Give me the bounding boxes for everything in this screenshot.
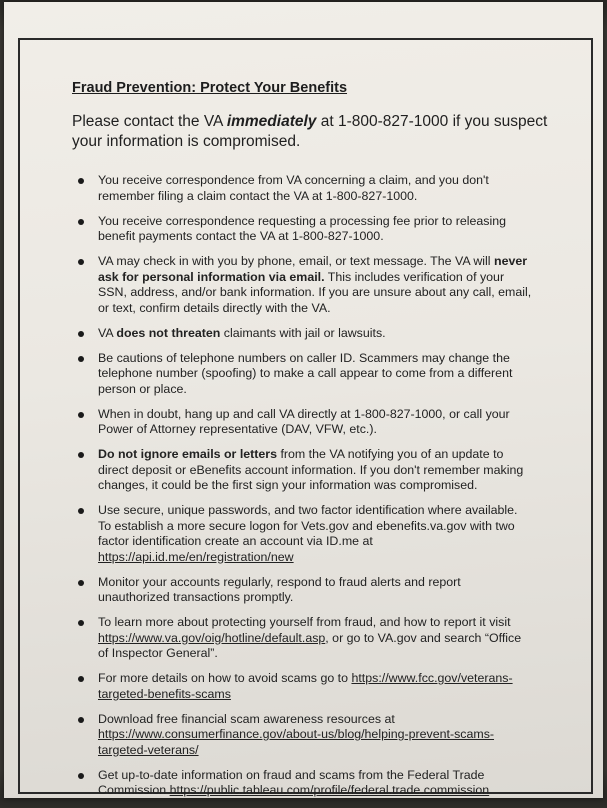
va-oig-hotline-link[interactable]: https://www.va.gov/oig/hotline/default.asp xyxy=(98,630,326,645)
bullet-icon xyxy=(78,508,84,514)
list-item-text: This includes verification of your SSN, address, and/or bank information. If you are unsure about any call, email, or text, confirm details directly with the VA. xyxy=(98,269,532,315)
list-item xyxy=(72,575,532,606)
list-item-text: When in doubt, hang up and call VA directly at 1-800-827-1000, or call your Power of Attorney representative (DAV, VFW, etc.). xyxy=(98,406,510,436)
list-item xyxy=(72,407,532,438)
list-item-text: claimants with jail or lawsuits. xyxy=(220,325,386,340)
list-item-text: Monitor your accounts regularly, respond to fraud alerts and report unauthorized transactions promptly. xyxy=(98,574,461,604)
list-item-text: Get up-to-date information on fraud and scams from the Federal Trade Commission xyxy=(98,767,485,797)
cfpb-resources-link[interactable]: https://www.consumerfinance.gov/about-us/blog/helping-prevent-scams-targeted-veterans/ xyxy=(98,727,495,757)
list-item-text: from the VA notifying you of an update to direct deposit or eBenefits account information. If you don't remember making changes, it could be the first sign your information was compromised. xyxy=(98,447,524,492)
list-item-text: Be cautions of telephone numbers on caller ID. Scammers may change the telephone number (spoofing) to make a call appear to come from a different person or place. xyxy=(98,350,513,396)
list-item xyxy=(72,671,532,702)
fcc-scams-link[interactable]: https://www.fcc.gov/veterans-targeted-benefits-scams xyxy=(98,671,513,701)
bullet-icon xyxy=(78,773,84,779)
idme-link[interactable]: https://api.id.me/en/registration/new xyxy=(98,549,294,564)
list-item-bold-text: never ask for personal information via email. xyxy=(98,254,528,284)
bullet-icon xyxy=(78,412,84,418)
intro-text-end: at 1-800-827-1000 if you suspect your information is compromised. xyxy=(72,113,548,150)
bullet-icon xyxy=(78,219,84,225)
list-item xyxy=(72,326,532,342)
list-item-text: You receive correspondence requesting a processing fee prior to releasing benefit payments contact the VA at 1-800-827-1000. xyxy=(98,213,506,243)
bullet-icon xyxy=(78,356,84,362)
list-item xyxy=(72,351,532,398)
list-item-text: To learn more about protecting yourself from fraud, and how to report it visit xyxy=(98,615,511,629)
list-item xyxy=(72,254,532,316)
intro-text: Please contact the VA xyxy=(72,113,227,130)
bullet-icon xyxy=(78,620,84,626)
list-item-text: Download free financial scam awareness resources at xyxy=(98,711,395,726)
bullet-icon xyxy=(78,331,84,337)
bullet-icon xyxy=(78,676,84,682)
list-item-bold-text: Do not ignore emails or letters xyxy=(98,447,278,461)
bullet-icon xyxy=(78,717,84,723)
intro-emphasis: immediately xyxy=(226,113,317,130)
bullet-icon xyxy=(78,580,84,586)
bullet-icon xyxy=(78,259,84,265)
list-item-text: You receive correspondence from VA concerning a claim, and you don't remember filing a claim contact the VA at 1-800-827-1000. xyxy=(98,173,489,203)
list-item xyxy=(72,712,532,759)
list-item-text: , or go to VA.gov and search “Office of Inspector General”. xyxy=(98,630,522,660)
bullet-icon xyxy=(78,452,84,458)
ftc-tableau-link[interactable]: https://public.tableau.com/profile/federal.trade.commission xyxy=(169,783,490,797)
list-item-text: For more details on how to avoid scams go to xyxy=(98,671,352,685)
fraud-tips-list xyxy=(72,173,532,808)
list-item xyxy=(72,214,532,245)
list-item xyxy=(72,173,532,204)
list-item xyxy=(72,615,532,662)
intro-paragraph xyxy=(72,112,552,152)
page-title: Fraud Prevention: Protect Your Benefits xyxy=(72,80,348,96)
list-item-text: VA xyxy=(98,325,117,340)
list-item xyxy=(72,503,532,565)
list-item xyxy=(72,768,532,799)
list-item xyxy=(72,447,532,494)
list-item-text: Use secure, unique passwords, and two factor identification where available. To establish a more secure logon for Vets.gov and ebenefits.va.gov with two factor identification create an account via ID.me at xyxy=(98,503,518,548)
list-item-bold-text: does not threaten xyxy=(116,325,221,340)
list-item-text: VA may check in with you by phone, email, or text message. The VA will xyxy=(98,254,494,268)
bullet-icon xyxy=(78,178,84,184)
